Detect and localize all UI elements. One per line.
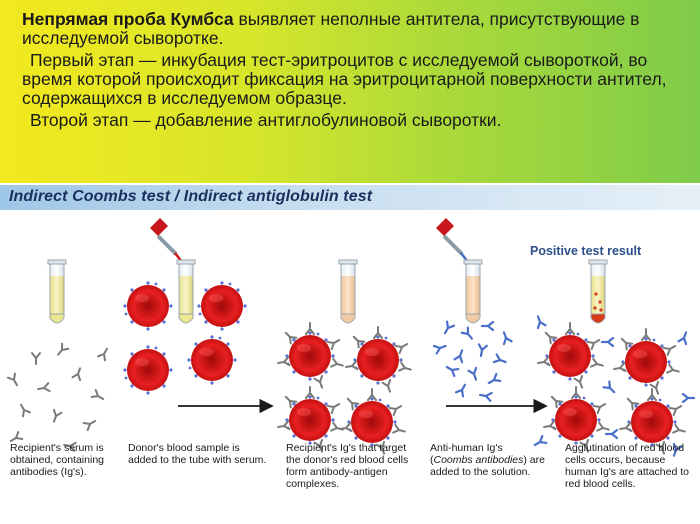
caption-step-4-em: Coombs antibodies xyxy=(433,454,524,466)
antibody-icon xyxy=(8,344,110,451)
intro-text xyxy=(22,10,692,133)
figure-banner xyxy=(0,185,700,210)
test-tube-icon xyxy=(339,260,357,323)
red-blood-cell-icon xyxy=(277,323,411,455)
intro-p1-rest: выявляет неполные антитела, присутствующие в исследуемой сыворотке. xyxy=(22,9,640,48)
caption-step-4 xyxy=(430,442,546,478)
antibody-icon xyxy=(533,315,694,457)
caption-step-3: Recipient's Ig's that target the donor's red blood cells form antibody-antigen complexes. xyxy=(286,442,409,490)
figure-title: Indirect Coombs test / Indirect antiglobulin test xyxy=(9,188,373,205)
intro-term: Непрямая проба Кумбса xyxy=(22,9,234,29)
caption-step-4-post: ) are added to the solution. xyxy=(430,454,545,478)
test-tube-icon xyxy=(177,260,195,323)
intro-paragraph-3: Второй этап — добавление антиглобулиновой сыворотки. xyxy=(30,110,502,130)
intro-paragraph-2: Первый этап — инкубация тест-эритроцитов с исследуемой сывороткой, во время которой происходит фиксация на эритроцитарной поверхности антител, содержащихся в исследуемом образце. xyxy=(22,50,667,108)
intro-paragraph-1 xyxy=(22,10,692,48)
caption-step-4-pre: Anti-human Ig's ( xyxy=(430,442,503,466)
caption-step-1: Recipient's serum is obtained, containing antibodies (Ig's). xyxy=(10,442,104,478)
antibody-icon xyxy=(434,322,512,401)
test-tube-icon xyxy=(464,260,482,323)
caption-step-5: Agglutination of red blood cells occurs, because human Ig's are attached to red blood cells. xyxy=(565,442,690,490)
test-tube-icon xyxy=(48,260,66,323)
positive-result-label: Positive test result xyxy=(530,244,642,258)
caption-step-2: Donor's blood sample is added to the tube with serum. xyxy=(128,442,267,466)
test-tube-icon xyxy=(589,260,607,323)
